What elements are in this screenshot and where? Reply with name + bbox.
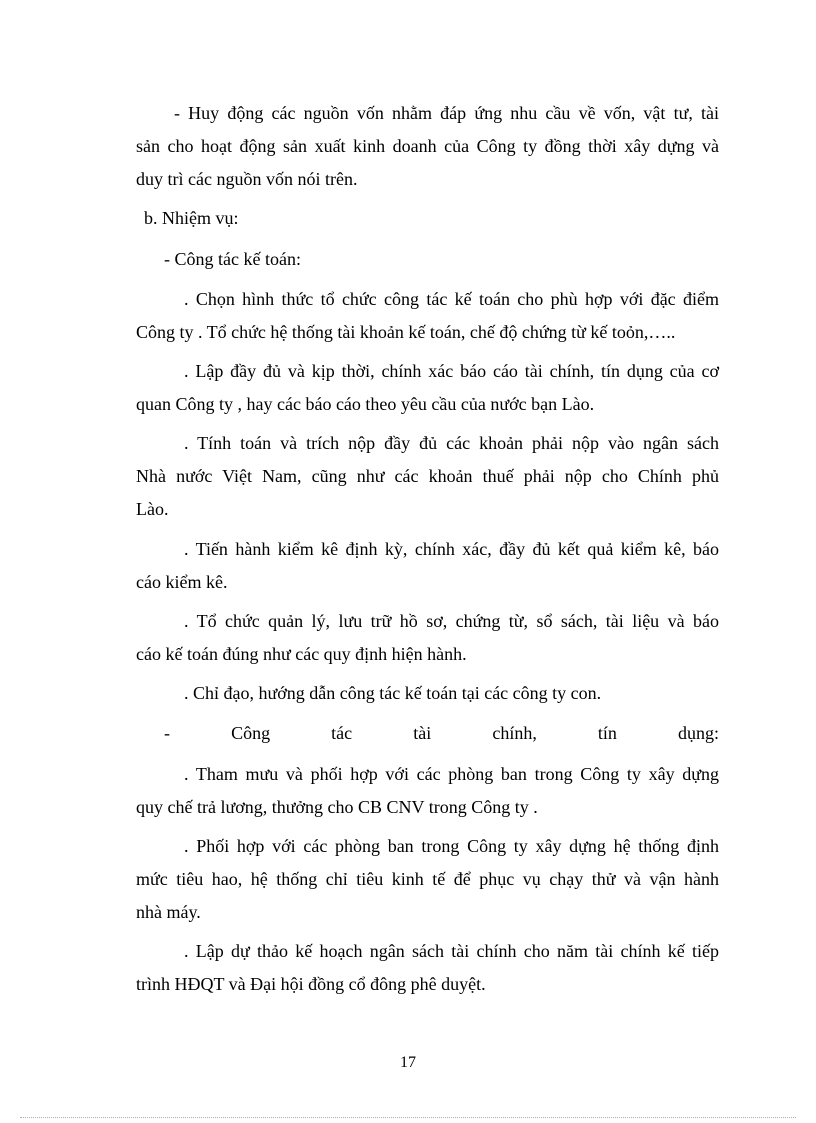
paragraph-records-management: [136, 605, 719, 671]
text-line: . Lập đầy đủ và kịp thời, chính xác báo cáo tài chính, tín dụng của cơ: [184, 361, 719, 381]
subheading-finance-credit: [136, 717, 719, 750]
section-heading-tasks: [136, 202, 719, 235]
text-line: trình HĐQT và Đại hội đồng cổ đông phê duyệt.: [136, 974, 486, 994]
text-line: cáo kế toán đúng như các quy định hiện hành.: [136, 644, 467, 664]
text-line: sản cho hoạt động sản xuất kinh doanh của Công ty đồng thời xây dựng và: [136, 136, 719, 156]
text-line: - Huy động các nguồn vốn nhằm đáp ứng nhu cầu về vốn, vật tư, tài: [174, 103, 719, 123]
paragraph-accounting-form: [136, 283, 719, 349]
text-line: Nhà nước Việt Nam, cũng như các khoản thuế phải nộp cho Chính phủ: [136, 466, 719, 486]
paragraph-subsidiary-guidance: [136, 677, 719, 710]
text-line: . Lập dự thảo kế hoạch ngân sách tài chính cho năm tài chính kế tiếp: [184, 941, 719, 961]
text-line: quy chế trả lương, thưởng cho CB CNV trong Công ty .: [136, 797, 538, 817]
paragraph-budget-plan: [136, 935, 719, 1001]
text-line: quan Công ty , hay các báo cáo theo yêu cầu của nước bạn Lào.: [136, 394, 595, 414]
text-line: duy trì các nguồn vốn nói trên.: [136, 169, 358, 189]
page-number: 17: [400, 1054, 416, 1071]
text-line: nhà máy.: [136, 902, 201, 922]
text-line: mức tiêu hao, hệ thống chỉ tiêu kinh tế để phục vụ chạy thử và vận hành: [136, 869, 719, 889]
paragraph-budget-payments: [136, 427, 719, 526]
paragraph-mobilize-capital: [136, 97, 719, 196]
text-line: . Tiến hành kiểm kê định kỳ, chính xác, đầy đủ kết quả kiểm kê, báo: [184, 539, 719, 559]
paragraph-inventory-check: [136, 533, 719, 599]
text-line: Lào.: [136, 499, 169, 519]
text-line: b. Nhiệm vụ:: [144, 208, 239, 228]
text-line: Công ty . Tổ chức hệ thống tài khoản kế toán, chế độ chứng từ kế toỏn,…..: [136, 322, 676, 342]
text-line: . Chỉ đạo, hướng dẫn công tác kế toán tại các công ty con.: [184, 683, 602, 703]
paragraph-salary-regulation: [136, 758, 719, 824]
text-line: - Công tác tài chính, tín dụng:: [164, 723, 719, 743]
text-line: cáo kiểm kê.: [136, 572, 228, 592]
bottom-divider: [20, 1117, 796, 1118]
text-line: . Phối hợp với các phòng ban trong Công ty xây dựng hệ thống định: [184, 836, 719, 856]
paragraph-consumption-norms: [136, 830, 719, 929]
subheading-accounting: [136, 243, 719, 276]
text-line: . Tính toán và trích nộp đầy đủ các khoản phải nộp vào ngân sách: [184, 433, 719, 453]
text-line: . Tổ chức quản lý, lưu trữ hồ sơ, chứng từ, sổ sách, tài liệu và báo: [184, 611, 719, 631]
text-line: . Tham mưu và phối hợp với các phòng ban trong Công ty xây dựng: [184, 764, 719, 784]
paragraph-financial-reports: [136, 355, 719, 421]
text-line: . Chọn hình thức tổ chức công tác kế toán cho phù hợp với đặc điểm: [184, 289, 719, 309]
text-line: - Công tác kế toán:: [164, 249, 301, 269]
